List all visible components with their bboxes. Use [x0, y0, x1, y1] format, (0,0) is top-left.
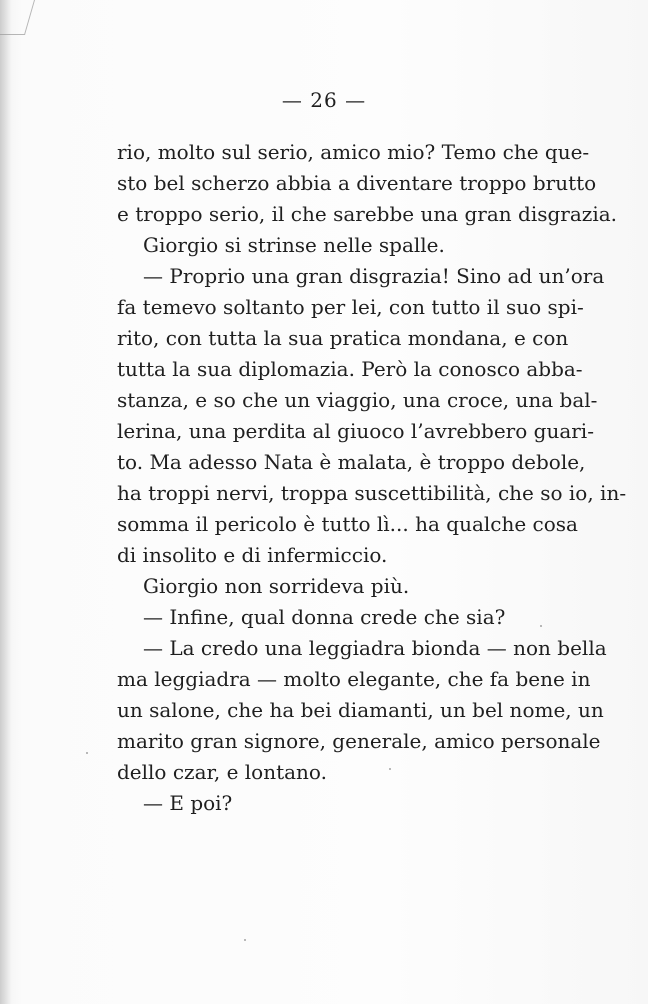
text-line: rio, molto sul serio, amico mio? Temo che que- — [117, 140, 590, 164]
text-line: tutta la sua diplomazia. Però la conosco abba- — [117, 357, 583, 381]
page-number: — 26 — — [281, 88, 367, 112]
folded-corner — [0, 0, 35, 35]
text-line: somma il pericolo è tutto lì... ha qualche cosa — [117, 512, 578, 536]
text-line: di insolito e di infermiccio. — [117, 543, 388, 567]
text-line: ma leggiadra — molto elegante, che fa bene in — [117, 667, 591, 691]
text-line: stanza, e so che un viaggio, una croce, una bal- — [117, 388, 598, 412]
paper-speck — [389, 768, 391, 770]
text-line: — Proprio una gran disgrazia! Sino ad un’ora — [143, 264, 605, 288]
text-line: fa temevo soltanto per lei, con tutto il suo spi- — [117, 295, 584, 319]
text-line: Giorgio si strinse nelle spalle. — [143, 233, 445, 257]
text-line: lerina, una perdita al giuoco l’avrebbero guari- — [117, 419, 594, 443]
text-line: Giorgio non sorrideva più. — [143, 574, 410, 598]
text-line: — Infine, qual donna crede che sia? — [143, 605, 506, 629]
paper-speck — [540, 625, 542, 627]
text-line: marito gran signore, generale, amico personale — [117, 729, 601, 753]
text-line: un salone, che ha bei diamanti, un bel nome, un — [117, 698, 604, 722]
text-line: rito, con tutta la sua pratica mondana, e con — [117, 326, 569, 350]
text-line: — E poi? — [143, 791, 233, 815]
text-line: sto bel scherzo abbia a diventare troppo brutto — [117, 171, 597, 195]
page-edge-shadow — [0, 0, 12, 1004]
body-text — [117, 137, 627, 819]
text-line: e troppo serio, il che sarebbe una gran disgrazia. — [117, 202, 617, 226]
text-line: to. Ma adesso Nata è malata, è troppo debole, — [117, 450, 586, 474]
text-line: ha troppi nervi, troppa suscettibilità, che so io, in- — [117, 481, 627, 505]
paper-speck — [86, 752, 88, 754]
text-line: — La credo una leggiadra bionda — non bella — [143, 636, 607, 660]
paper-speck — [244, 939, 246, 941]
text-line: dello czar, e lontano. — [117, 760, 327, 784]
